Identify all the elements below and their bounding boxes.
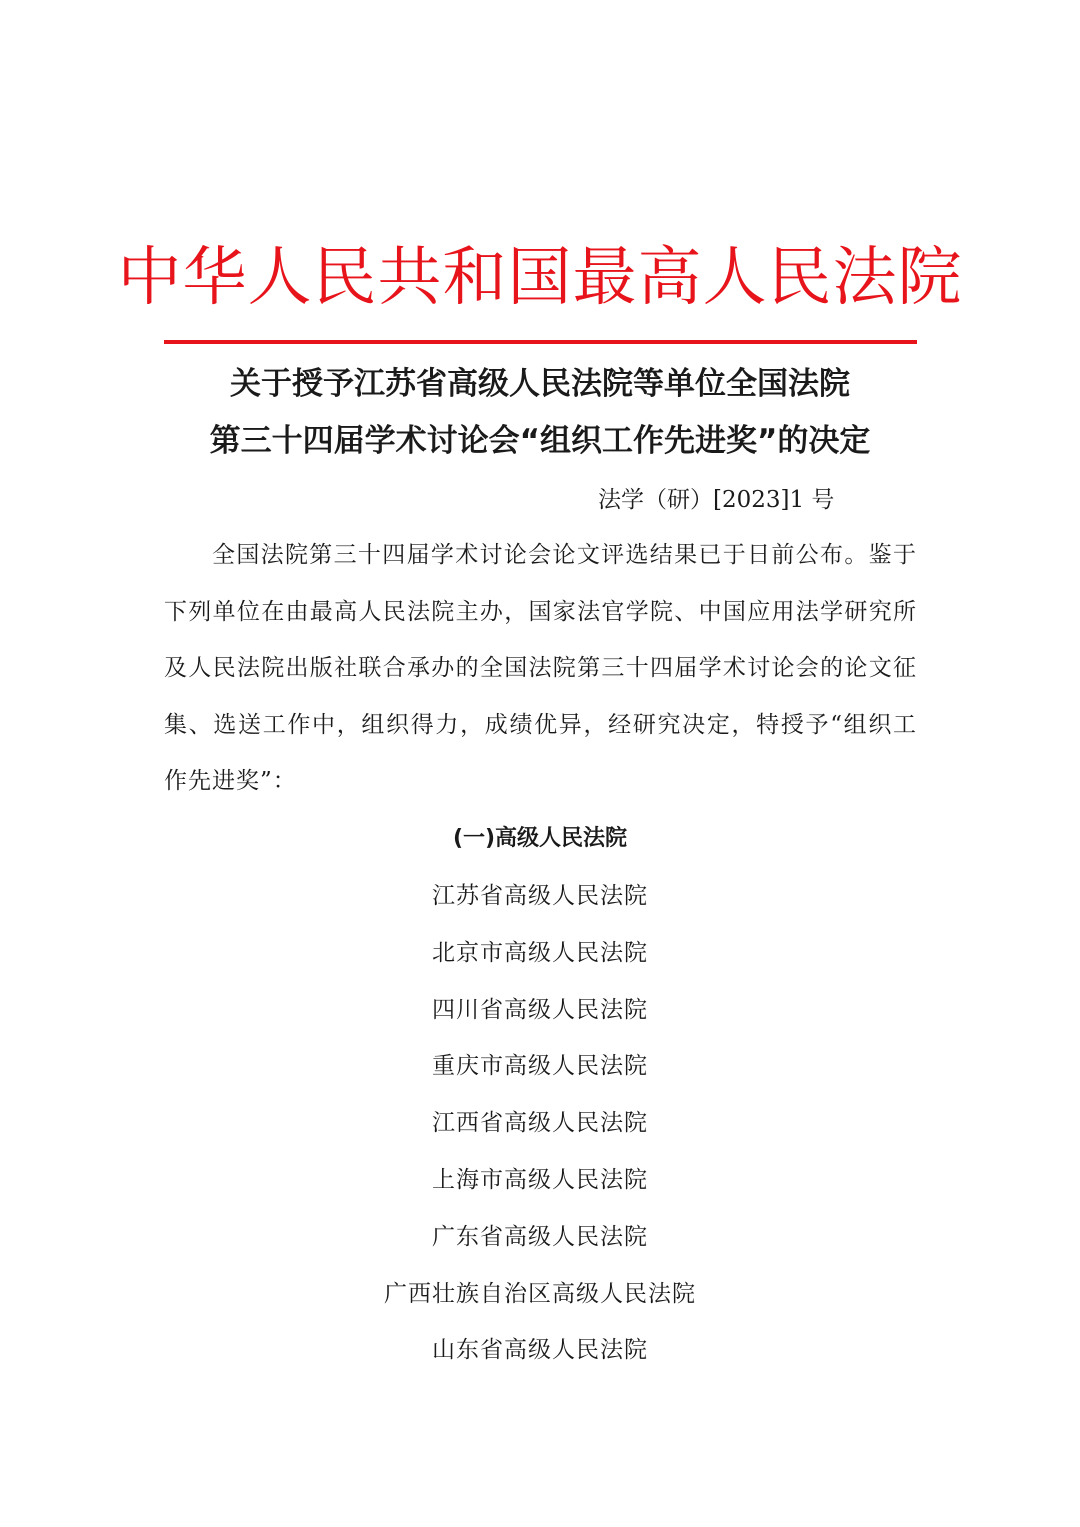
court-list-item: 江西省高级人民法院 [432,1110,648,1137]
court-list-item: 广西壮族自治区高级人民法院 [384,1280,696,1307]
court-list-item: 四川省高级人民法院 [432,996,648,1023]
document-title-line-2: 第三十四届学术讨论会“组织工作先进奖”的决定 [209,423,871,459]
document-title-line-1: 关于授予江苏省高级人民法院等单位全国法院 [230,366,850,402]
court-list-item: 江苏省高级人民法院 [432,883,648,909]
court-list-item: 上海市高级人民法院 [432,1166,648,1193]
court-list-item: 山东省高级人民法院 [432,1337,648,1364]
body-paragraph: 全国法院第三十四届学术讨论会论文评选结果已于日前公布。鉴于下列单位在由最高人民法院主办，国家法官学院、中国应用法学研究所及人民法院出版社联合承办的全国法院第三十四届学术讨论会的论文征集、选送工作中，组织得力，成绩优异，经研究决定，特授予“组织工作先进奖”： [164,542,917,795]
issuer-masthead: 中华人民共和国最高人民法院 [117,241,963,315]
court-list-item: 北京市高级人民法院 [432,939,648,966]
court-list-item: 重庆市高级人民法院 [432,1053,648,1080]
court-list-item: 广东省高级人民法院 [432,1223,648,1250]
court-list [0,868,1080,1379]
section-heading: (一)高级人民法院 [452,826,628,851]
document-number: 法学（研）[2023]1 号 [598,487,835,513]
masthead-divider [164,340,917,344]
